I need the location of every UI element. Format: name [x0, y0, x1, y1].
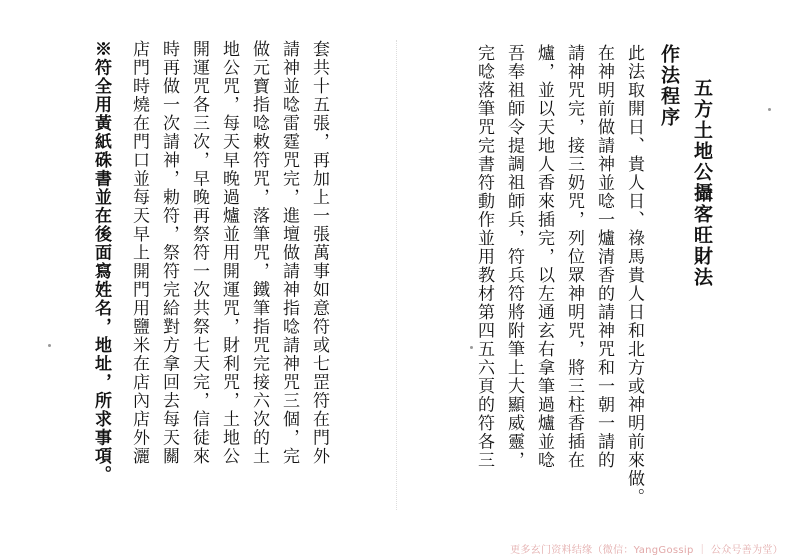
section-heading: 作法程序: [658, 44, 680, 128]
text-column: 吾奉祖師令提調祖師兵，符兵符將附筆上大顯威靈，: [504, 44, 524, 470]
scan-speck: [470, 346, 473, 349]
text-column: 請神咒完，接三奶咒，列位眾神明咒，將三柱香插在: [564, 44, 584, 470]
text-column: 爐，並以天地人香來插完，以左通玄右拿筆過爐並唸: [534, 44, 554, 470]
text-column: 店門時燒在門口並每天早上開門用鹽米在店內店外灑: [129, 40, 149, 466]
text-column: 做元寶指唸敕符咒，落筆咒，鐵筆指咒完接六次的土: [249, 40, 269, 466]
page-title: 五方土地公攝客旺財法: [691, 78, 713, 288]
page-gutter: [396, 40, 397, 510]
text-column: 請神並唸雷霆咒完，進壇做請神指唸請神咒三個，完: [279, 40, 299, 466]
scan-speck: [48, 344, 51, 347]
footnote: ※符全用黃紙硃書並在後面寫姓名，地址，所求事項。: [91, 40, 111, 484]
text-column: 完唸落筆咒完書符動作並用教材第四五六頁的符各三: [474, 44, 494, 470]
text-column: 此法取開日、貴人日、祿馬貴人日和北方或神明前來做。: [624, 44, 644, 507]
scan-speck: [768, 108, 771, 111]
text-column: 套共十五張，再加上一張萬事如意符或七罡符在門外: [309, 40, 329, 466]
watermark-text: 更多玄门资料结缘（微信：YangGossip ｜ 公众号善为堂）: [510, 545, 783, 556]
text-column: 開運咒各三次，早晚再祭符一次共祭七天完，信徒來: [189, 40, 209, 466]
text-column: 地公咒，每天早晚過爐並用開運咒，財利咒，土地公: [219, 40, 239, 466]
text-column: 時再做一次請神，勅符，祭符完給對方拿回去每天關: [159, 40, 179, 466]
text-column: 在神明前做請神並唸一爐清香的請神咒和一朝一請的: [594, 44, 614, 470]
